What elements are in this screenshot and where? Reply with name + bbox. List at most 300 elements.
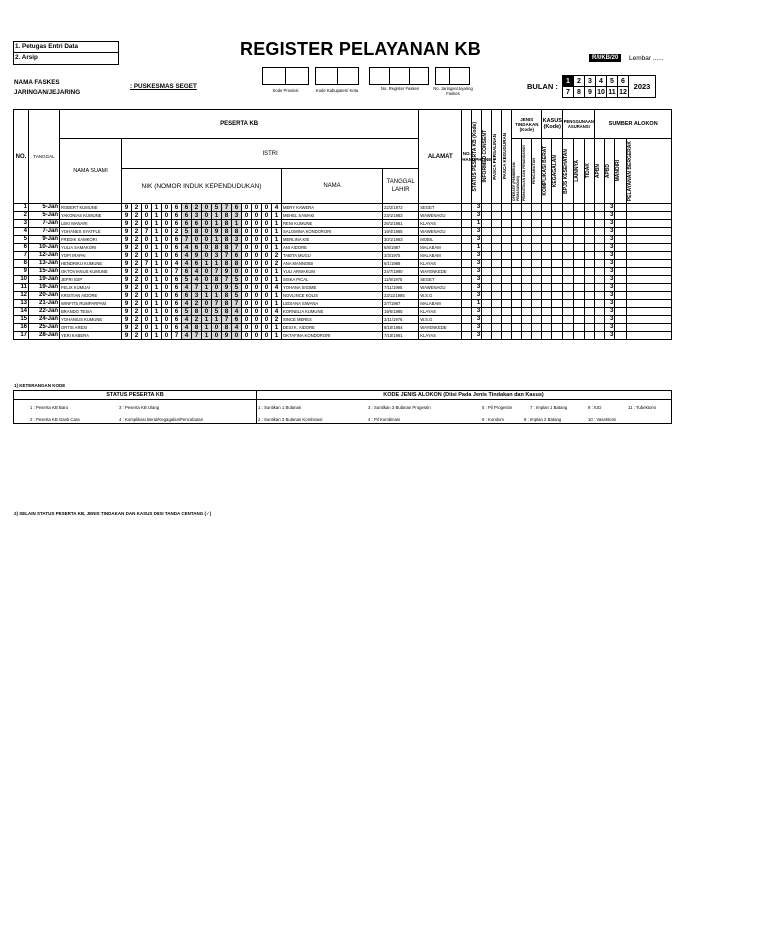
row-check-cell[interactable] [492, 252, 502, 260]
row-check-cell[interactable] [482, 244, 492, 252]
row-tindakan-cell[interactable] [512, 300, 522, 308]
row-check-cell[interactable] [492, 204, 502, 212]
row-check-cell[interactable] [502, 244, 512, 252]
row-check-cell[interactable] [492, 260, 502, 268]
row-tindakan-cell[interactable] [532, 316, 542, 324]
row-tindakan-cell[interactable] [522, 260, 532, 268]
row-tindakan-cell[interactable] [532, 204, 542, 212]
row-mandiri[interactable] [615, 332, 627, 340]
row-check-cell[interactable] [502, 212, 512, 220]
row-pelayanan[interactable] [627, 228, 672, 236]
row-asuransi-cell[interactable] [563, 316, 574, 324]
row-no-hp[interactable] [462, 300, 472, 308]
row-apbn[interactable] [595, 204, 605, 212]
row-check-cell[interactable] [482, 204, 492, 212]
row-nik-digit: 0 [202, 308, 212, 316]
row-check-cell[interactable] [502, 284, 512, 292]
row-asuransi-cell[interactable] [563, 220, 574, 228]
row-no-hp[interactable] [462, 212, 472, 220]
row-apbn[interactable] [595, 244, 605, 252]
row-asuransi-cell[interactable] [563, 244, 574, 252]
month-7[interactable]: 7 [563, 87, 574, 98]
row-tindakan-cell[interactable] [532, 332, 542, 340]
row-asuransi-cell[interactable] [585, 220, 595, 228]
row-mandiri[interactable] [615, 228, 627, 236]
row-apbn[interactable] [595, 220, 605, 228]
row-tindakan-cell[interactable] [532, 228, 542, 236]
row-pelayanan[interactable] [627, 300, 672, 308]
row-check-cell[interactable] [492, 244, 502, 252]
row-asuransi-cell[interactable] [574, 308, 585, 316]
row-mandiri[interactable] [615, 316, 627, 324]
row-asuransi-cell[interactable] [563, 260, 574, 268]
row-tindakan-cell[interactable] [522, 212, 532, 220]
row-asuransi-cell[interactable] [563, 292, 574, 300]
row-asuransi-cell[interactable] [563, 284, 574, 292]
row-check-cell[interactable] [482, 300, 492, 308]
row-check-cell[interactable] [502, 204, 512, 212]
row-no-hp[interactable] [462, 220, 472, 228]
row-kasus-cell[interactable] [552, 244, 563, 252]
row-tindakan-cell[interactable] [512, 268, 522, 276]
row-kasus-cell[interactable] [552, 332, 563, 340]
row-no-hp[interactable] [462, 236, 472, 244]
row-asuransi-cell[interactable] [563, 268, 574, 276]
row-no-hp[interactable] [462, 308, 472, 316]
row-nik-digit: 6 [172, 324, 182, 332]
row-kasus-cell[interactable] [542, 260, 552, 268]
row-check-cell[interactable] [502, 220, 512, 228]
row-check-cell[interactable] [492, 284, 502, 292]
row-pelayanan[interactable] [627, 212, 672, 220]
row-tindakan-cell[interactable] [522, 276, 532, 284]
month-4[interactable]: 4 [596, 76, 607, 87]
row-nik-digit: 0 [162, 228, 172, 236]
row-no-hp[interactable] [462, 324, 472, 332]
row-no-hp[interactable] [462, 292, 472, 300]
row-check-cell[interactable] [482, 228, 492, 236]
month-3[interactable]: 3 [585, 76, 596, 87]
row-kasus-cell[interactable] [552, 252, 563, 260]
row-apbn[interactable] [595, 292, 605, 300]
row-check-cell[interactable] [502, 324, 512, 332]
row-tindakan-cell[interactable] [512, 332, 522, 340]
row-asuransi-cell[interactable] [574, 332, 585, 340]
month-5[interactable]: 5 [607, 76, 618, 87]
row-kasus-cell[interactable] [552, 300, 563, 308]
row-kasus-cell[interactable] [542, 228, 552, 236]
row-tindakan-cell[interactable] [512, 252, 522, 260]
row-asuransi-cell[interactable] [563, 252, 574, 260]
row-apbn[interactable] [595, 260, 605, 268]
row-tindakan-cell[interactable] [532, 284, 542, 292]
month-6[interactable]: 6 [618, 76, 629, 87]
row-pelayanan[interactable] [627, 220, 672, 228]
row-check-cell[interactable] [482, 308, 492, 316]
row-asuransi-cell[interactable] [585, 316, 595, 324]
row-check-cell[interactable] [482, 236, 492, 244]
month-9[interactable]: 9 [585, 87, 596, 98]
row-kasus-cell[interactable] [542, 268, 552, 276]
row-mandiri[interactable] [615, 284, 627, 292]
row-nik-digit: 7 [192, 332, 202, 340]
table-row [14, 276, 672, 284]
row-kasus-cell[interactable] [542, 204, 552, 212]
row-nik-digit: 0 [262, 220, 272, 228]
row-tindakan-cell[interactable] [512, 260, 522, 268]
row-nik-digit: 0 [202, 212, 212, 220]
row-pelayanan[interactable] [627, 252, 672, 260]
row-no-hp[interactable] [462, 260, 472, 268]
row-tindakan-cell[interactable] [532, 292, 542, 300]
row-pelayanan[interactable] [627, 244, 672, 252]
row-pelayanan[interactable] [627, 324, 672, 332]
row-check-cell[interactable] [502, 300, 512, 308]
row-asuransi-cell[interactable] [585, 260, 595, 268]
row-tindakan-cell[interactable] [512, 276, 522, 284]
row-tindakan-cell[interactable] [522, 220, 532, 228]
row-tindakan-cell[interactable] [522, 324, 532, 332]
row-kasus-cell[interactable] [542, 324, 552, 332]
row-asuransi-cell[interactable] [574, 204, 585, 212]
row-tindakan-cell[interactable] [522, 308, 532, 316]
row-check-cell[interactable] [492, 220, 502, 228]
row-asuransi-cell[interactable] [585, 228, 595, 236]
row-pelayanan[interactable] [627, 292, 672, 300]
row-tindakan-cell[interactable] [522, 204, 532, 212]
row-nik-digit: 0 [202, 268, 212, 276]
row-nik-digit: 0 [162, 252, 172, 260]
row-check-cell[interactable] [482, 268, 492, 276]
row-kasus-cell[interactable] [552, 268, 563, 276]
row-apbn[interactable] [595, 276, 605, 284]
row-check-cell[interactable] [492, 292, 502, 300]
row-asuransi-cell[interactable] [585, 204, 595, 212]
row-asuransi-cell[interactable] [574, 236, 585, 244]
row-asuransi-cell[interactable] [563, 204, 574, 212]
row-nik-digit: 5 [212, 308, 222, 316]
legend-kode-9: 9 : IUD [588, 405, 602, 410]
row-nik-digit: 0 [262, 268, 272, 276]
row-apbn[interactable] [595, 316, 605, 324]
row-apbn[interactable] [595, 284, 605, 292]
row-mandiri[interactable] [615, 236, 627, 244]
row-check-cell[interactable] [502, 228, 512, 236]
row-asuransi-cell[interactable] [585, 276, 595, 284]
row-mandiri[interactable] [615, 292, 627, 300]
row-mandiri[interactable] [615, 276, 627, 284]
row-check-cell[interactable] [492, 300, 502, 308]
row-asuransi-cell[interactable] [574, 268, 585, 276]
row-kasus-cell[interactable] [552, 292, 563, 300]
row-kasus-cell[interactable] [542, 244, 552, 252]
row-asuransi-cell[interactable] [574, 324, 585, 332]
row-kasus-cell[interactable] [552, 284, 563, 292]
row-tindakan-cell[interactable] [512, 308, 522, 316]
row-nik-digit: 0 [142, 236, 152, 244]
row-asuransi-cell[interactable] [585, 268, 595, 276]
row-asuransi-cell[interactable] [585, 244, 595, 252]
row-check-cell[interactable] [482, 220, 492, 228]
row-no-hp[interactable] [462, 284, 472, 292]
row-nik-digit: 1 [152, 236, 162, 244]
row-check-cell[interactable] [482, 276, 492, 284]
row-kasus-cell[interactable] [542, 332, 552, 340]
row-mandiri[interactable] [615, 324, 627, 332]
row-apbd: 3 [605, 220, 615, 228]
row-asuransi-cell[interactable] [585, 284, 595, 292]
row-apbn[interactable] [595, 300, 605, 308]
row-tanggal-lahir: 23/11/1985 [383, 292, 419, 300]
row-check-cell[interactable] [492, 316, 502, 324]
row-apbn[interactable] [595, 268, 605, 276]
row-nik-digit: 9 [122, 236, 132, 244]
row-tindakan-cell[interactable] [532, 276, 542, 284]
row-tindakan-cell[interactable] [522, 228, 532, 236]
row-tindakan-cell[interactable] [532, 260, 542, 268]
row-kasus-cell[interactable] [542, 284, 552, 292]
row-asuransi-cell[interactable] [574, 284, 585, 292]
row-asuransi-cell[interactable] [563, 228, 574, 236]
row-no-hp[interactable] [462, 244, 472, 252]
row-asuransi-cell[interactable] [574, 276, 585, 284]
row-apbd: 3 [605, 244, 615, 252]
row-kasus-cell[interactable] [552, 276, 563, 284]
no-jaringan-box[interactable] [435, 67, 470, 85]
row-tindakan-cell[interactable] [522, 316, 532, 324]
row-mandiri[interactable] [615, 212, 627, 220]
row-no-hp[interactable] [462, 276, 472, 284]
row-tindakan-cell[interactable] [512, 220, 522, 228]
row-no-hp[interactable] [462, 332, 472, 340]
row-asuransi-cell[interactable] [574, 292, 585, 300]
row-tindakan-cell[interactable] [512, 316, 522, 324]
month-8[interactable]: 8 [574, 87, 585, 98]
row-kasus-cell[interactable] [552, 204, 563, 212]
row-tindakan-cell[interactable] [532, 324, 542, 332]
row-kasus-cell[interactable] [552, 220, 563, 228]
row-tindakan-cell[interactable] [512, 236, 522, 244]
row-check-cell[interactable] [502, 316, 512, 324]
row-asuransi-cell[interactable] [574, 220, 585, 228]
row-mandiri[interactable] [615, 204, 627, 212]
row-asuransi-cell[interactable] [563, 212, 574, 220]
row-asuransi-cell[interactable] [574, 244, 585, 252]
no-register-box[interactable] [369, 67, 429, 85]
row-kasus-cell[interactable] [542, 212, 552, 220]
row-nik-digit: 7 [222, 276, 232, 284]
row-tindakan-cell[interactable] [532, 268, 542, 276]
row-no-hp[interactable] [462, 204, 472, 212]
row-apbn[interactable] [595, 212, 605, 220]
row-nik-digit: 0 [262, 244, 272, 252]
row-tindakan-cell[interactable] [512, 324, 522, 332]
row-check-cell[interactable] [492, 268, 502, 276]
row-alamat: WAYENKEDE [419, 324, 462, 332]
row-tindakan-cell[interactable] [522, 252, 532, 260]
row-kasus-cell[interactable] [542, 300, 552, 308]
month-12[interactable]: 12 [619, 88, 627, 96]
row-no: 6 [14, 244, 29, 252]
row-check-cell[interactable] [502, 276, 512, 284]
row-check-cell[interactable] [502, 268, 512, 276]
row-check-cell[interactable] [502, 332, 512, 340]
row-check-cell[interactable] [482, 212, 492, 220]
row-tindakan-cell[interactable] [512, 244, 522, 252]
row-check-cell[interactable] [502, 292, 512, 300]
row-tindakan-cell[interactable] [532, 220, 542, 228]
row-kasus-cell[interactable] [552, 236, 563, 244]
row-asuransi-cell[interactable] [585, 300, 595, 308]
row-pelayanan[interactable] [627, 260, 672, 268]
row-mandiri[interactable] [615, 300, 627, 308]
row-tindakan-cell[interactable] [512, 228, 522, 236]
row-kasus-cell[interactable] [542, 316, 552, 324]
row-asuransi-cell[interactable] [574, 260, 585, 268]
row-kasus-cell[interactable] [542, 252, 552, 260]
row-tindakan-cell[interactable] [522, 236, 532, 244]
row-tindakan-cell[interactable] [522, 268, 532, 276]
row-nama: YOHANA SIGIME [282, 284, 383, 292]
row-mandiri[interactable] [615, 252, 627, 260]
row-asuransi-cell[interactable] [585, 292, 595, 300]
month-10[interactable]: 10 [597, 88, 605, 96]
row-mandiri[interactable] [615, 220, 627, 228]
row-apbn[interactable] [595, 308, 605, 316]
row-asuransi-cell[interactable] [585, 236, 595, 244]
row-kasus-cell[interactable] [552, 212, 563, 220]
kode-provinsi-box[interactable] [262, 67, 309, 85]
row-asuransi-cell[interactable] [574, 316, 585, 324]
row-tindakan-cell[interactable] [522, 284, 532, 292]
row-check-cell[interactable] [492, 228, 502, 236]
row-tindakan-cell[interactable] [522, 292, 532, 300]
row-tindakan-cell[interactable] [512, 204, 522, 212]
row-kasus-cell[interactable] [542, 220, 552, 228]
row-apbn[interactable] [595, 252, 605, 260]
row-pelayanan[interactable] [627, 332, 672, 340]
row-nik-digit: 0 [162, 292, 172, 300]
row-tindakan-cell[interactable] [532, 212, 542, 220]
row-check-cell[interactable] [492, 212, 502, 220]
month-1[interactable]: 1 [563, 76, 574, 87]
row-apbd: 3 [605, 204, 615, 212]
row-check-cell[interactable] [482, 316, 492, 324]
row-check-cell[interactable] [492, 276, 502, 284]
row-pelayanan[interactable] [627, 284, 672, 292]
row-check-cell[interactable] [482, 324, 492, 332]
row-kasus-cell[interactable] [542, 236, 552, 244]
row-kasus-cell[interactable] [552, 260, 563, 268]
row-check-cell[interactable] [492, 324, 502, 332]
row-kasus-cell[interactable] [552, 324, 563, 332]
row-asuransi-cell[interactable] [563, 236, 574, 244]
row-kasus-cell[interactable] [542, 276, 552, 284]
kode-kabupaten-box[interactable] [315, 67, 359, 85]
row-no-hp[interactable] [462, 252, 472, 260]
row-tindakan-cell[interactable] [512, 292, 522, 300]
row-asuransi-cell[interactable] [585, 252, 595, 260]
row-pelayanan[interactable] [627, 308, 672, 316]
row-asuransi-cell[interactable] [563, 300, 574, 308]
row-asuransi-cell[interactable] [563, 276, 574, 284]
row-tindakan-cell[interactable] [532, 308, 542, 316]
row-tindakan-cell[interactable] [512, 284, 522, 292]
row-kasus-cell[interactable] [542, 308, 552, 316]
row-kasus-cell[interactable] [552, 228, 563, 236]
row-asuransi-cell[interactable] [563, 332, 574, 340]
month-11[interactable]: 11 [608, 88, 616, 96]
row-asuransi-cell[interactable] [563, 324, 574, 332]
row-pelayanan[interactable] [627, 276, 672, 284]
row-check-cell[interactable] [502, 252, 512, 260]
row-asuransi-cell[interactable] [574, 212, 585, 220]
row-no-hp[interactable] [462, 268, 472, 276]
row-check-cell[interactable] [492, 236, 502, 244]
row-asuransi-cell[interactable] [563, 308, 574, 316]
row-tindakan-cell[interactable] [532, 300, 542, 308]
row-apbn[interactable] [595, 332, 605, 340]
row-tindakan-cell[interactable] [532, 252, 542, 260]
row-tindakan-cell[interactable] [512, 212, 522, 220]
row-mandiri[interactable] [615, 308, 627, 316]
row-check-cell[interactable] [482, 260, 492, 268]
row-kasus-cell[interactable] [552, 308, 563, 316]
row-asuransi-cell[interactable] [585, 332, 595, 340]
row-tindakan-cell[interactable] [532, 244, 542, 252]
row-asuransi-cell[interactable] [585, 212, 595, 220]
row-nik-digit: 5 [182, 228, 192, 236]
row-check-cell[interactable] [492, 332, 502, 340]
row-kasus-cell[interactable] [552, 316, 563, 324]
row-asuransi-cell[interactable] [585, 308, 595, 316]
row-check-cell[interactable] [502, 260, 512, 268]
row-asuransi-cell[interactable] [585, 324, 595, 332]
row-tindakan-cell[interactable] [532, 236, 542, 244]
row-check-cell[interactable] [482, 332, 492, 340]
row-mandiri[interactable] [615, 260, 627, 268]
row-alamat: W.S.G [419, 292, 462, 300]
row-pelayanan[interactable] [627, 204, 672, 212]
row-check-cell[interactable] [502, 308, 512, 316]
row-check-cell[interactable] [502, 236, 512, 244]
row-tindakan-cell[interactable] [522, 300, 532, 308]
row-apbn[interactable] [595, 324, 605, 332]
row-no-hp[interactable] [462, 228, 472, 236]
row-pelayanan[interactable] [627, 236, 672, 244]
row-check-cell[interactable] [482, 284, 492, 292]
row-check-cell[interactable] [492, 308, 502, 316]
row-asuransi-cell[interactable] [574, 300, 585, 308]
row-asuransi-cell[interactable] [574, 252, 585, 260]
row-apbn[interactable] [595, 228, 605, 236]
row-asuransi-cell[interactable] [574, 228, 585, 236]
row-mandiri[interactable] [615, 268, 627, 276]
row-no-hp[interactable] [462, 316, 472, 324]
row-tindakan-cell[interactable] [522, 332, 532, 340]
row-check-cell[interactable] [482, 292, 492, 300]
row-kasus-cell[interactable] [542, 292, 552, 300]
row-nik-digit: 2 [132, 332, 142, 340]
row-pelayanan[interactable] [627, 268, 672, 276]
row-mandiri[interactable] [615, 244, 627, 252]
row-nik-digit: 6 [182, 268, 192, 276]
month-2[interactable]: 2 [574, 76, 585, 87]
row-apbn[interactable] [595, 236, 605, 244]
row-pelayanan[interactable] [627, 316, 672, 324]
row-tindakan-cell[interactable] [522, 244, 532, 252]
row-check-cell[interactable] [482, 252, 492, 260]
